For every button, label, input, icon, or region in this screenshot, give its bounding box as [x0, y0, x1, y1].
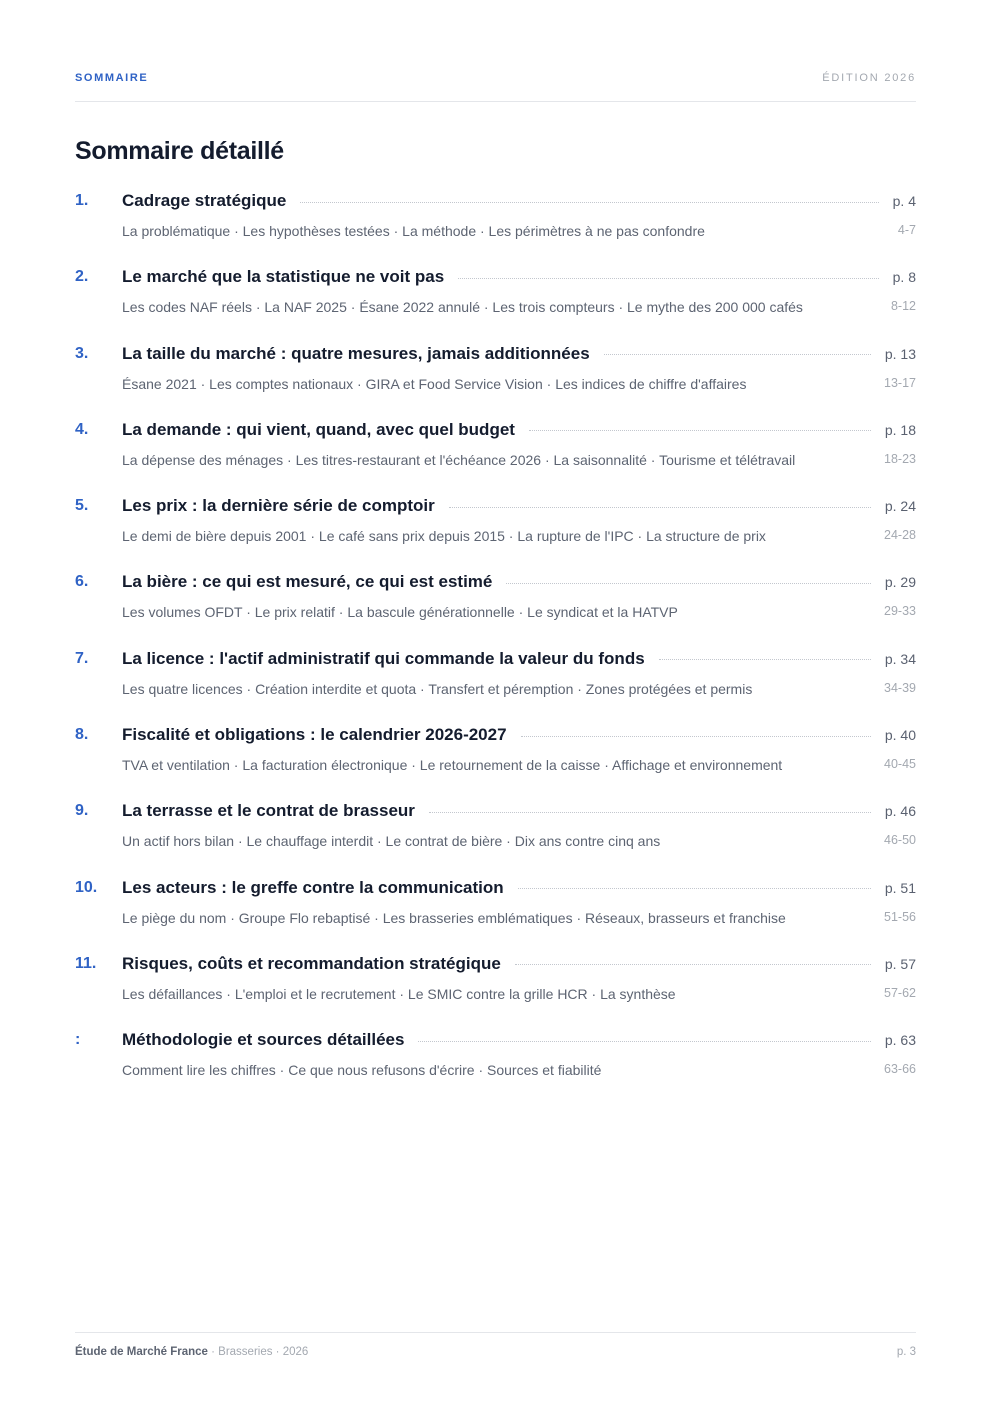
- chapter-title[interactable]: La terrasse et le contrat de brasseur: [122, 801, 415, 821]
- dot-leader: [529, 430, 871, 431]
- toc-entry-6[interactable]: [75, 569, 916, 645]
- chapter-subtopics: Le demi de bière depuis 2001 · Le café sans prix depuis 2015 · La rupture de l'IPC · La structure de prix: [122, 528, 766, 545]
- chapter-page: p. 8: [892, 269, 916, 286]
- toc-entry-1[interactable]: [75, 188, 916, 264]
- toc-entry-7[interactable]: [75, 646, 916, 722]
- chapter-title-row: [122, 267, 916, 287]
- footer-divider: [75, 1332, 916, 1333]
- chapter-page-range: 24-28: [884, 528, 916, 543]
- chapter-subtitle-row: [122, 681, 916, 697]
- page-header: [75, 72, 916, 86]
- page: [75, 0, 916, 1404]
- chapter-subtitle-row: [122, 1062, 916, 1078]
- chapter-number: 10.: [75, 878, 98, 896]
- chapter-subtitle-row: [122, 223, 916, 239]
- chapter-title[interactable]: La taille du marché : quatre mesures, jamais additionnées: [122, 343, 590, 363]
- chapter-subtitle-row: [122, 757, 916, 773]
- chapter-page-range: 18-23: [884, 451, 916, 466]
- chapter-page-range: 29-33: [884, 604, 916, 619]
- chapter-number: 6.: [75, 573, 89, 591]
- toc-entry-8[interactable]: [75, 722, 916, 798]
- chapter-page: p. 46: [884, 803, 916, 820]
- chapter-page: p. 29: [884, 574, 916, 591]
- chapter-subtitle-row: [122, 376, 916, 392]
- page-title: Sommaire détaillé: [75, 137, 284, 165]
- chapter-title-row: [122, 496, 916, 516]
- chapter-number: 8.: [75, 726, 89, 744]
- chapter-page: p. 40: [884, 727, 916, 744]
- chapter-subtitle-row: [122, 986, 916, 1002]
- chapter-subtopics: Les volumes OFDT · Le prix relatif · La bascule générationnelle · Le syndicat et la HATVP: [122, 604, 678, 621]
- chapter-title-row: [122, 801, 916, 821]
- table-of-contents: [75, 188, 916, 1104]
- chapter-title-row: [122, 191, 916, 211]
- chapter-number: :: [75, 1031, 81, 1049]
- toc-entry-9[interactable]: [75, 798, 916, 874]
- chapter-page: p. 57: [884, 955, 916, 972]
- chapter-page: p. 18: [884, 421, 916, 438]
- chapter-subtopics: Les quatre licences · Création interdite et quota · Transfert et péremption · Zones protégées et permis: [122, 680, 753, 697]
- chapter-subtopics: Les défaillances · L'emploi et le recrutement · Le SMIC contre la grille HCR · La synthèse: [122, 985, 676, 1002]
- chapter-title[interactable]: Le marché que la statistique ne voit pas: [122, 267, 445, 287]
- chapter-page: p. 51: [884, 879, 916, 896]
- toc-entry-11[interactable]: [75, 951, 916, 1027]
- chapter-title[interactable]: Fiscalité et obligations : le calendrier 2026-2027: [122, 725, 507, 745]
- dot-leader: [458, 278, 878, 279]
- section-label: SOMMAIRE: [75, 72, 149, 84]
- chapter-title[interactable]: La licence : l'actif administratif qui commande la valeur du fonds: [122, 648, 645, 668]
- chapter-page-range: 4-7: [897, 223, 916, 237]
- chapter-subtopics: Un actif hors bilan · Le chauffage interdit · Le contrat de bière · Dix ans contre cinq ans: [122, 833, 661, 850]
- footer-meta: · Brasseries · 2026: [207, 1346, 309, 1358]
- chapter-title[interactable]: Cadrage stratégique: [122, 191, 287, 210]
- chapter-title-row: [122, 1030, 916, 1050]
- chapter-title[interactable]: Risques, coûts et recommandation stratégique: [122, 953, 501, 973]
- chapter-subtopics: Ésane 2021 · Les comptes nationaux · GIRA et Food Service Vision · Les indices de chiffre d'affaires: [122, 375, 747, 392]
- footer-page-number: p. 3: [896, 1346, 916, 1358]
- chapter-page: p. 63: [884, 1032, 916, 1049]
- dot-leader: [506, 583, 870, 584]
- chapter-title[interactable]: Méthodologie et sources détaillées: [122, 1030, 405, 1050]
- toc-entry-10[interactable]: [75, 875, 916, 951]
- chapter-number: 4.: [75, 420, 89, 438]
- chapter-title-row: [122, 649, 916, 669]
- chapter-page-range: 8-12: [890, 299, 916, 314]
- chapter-subtopics: La dépense des ménages · Les titres-restaurant et l'échéance 2026 · La saisonnalité · Tourisme et télétravail: [122, 451, 796, 468]
- edition-label: ÉDITION 2026: [822, 72, 916, 84]
- chapter-number: 5.: [75, 497, 89, 515]
- chapter-title[interactable]: Les acteurs : le greffe contre la communication: [122, 877, 504, 897]
- toc-entry-3[interactable]: [75, 341, 916, 417]
- chapter-title-row: [122, 878, 916, 898]
- chapter-number: 11.: [75, 954, 97, 972]
- chapter-number: 3.: [75, 344, 89, 362]
- chapter-title-row: [122, 420, 916, 440]
- chapter-page-range: 57-62: [884, 985, 916, 1000]
- chapter-page-range: 51-56: [884, 909, 916, 924]
- chapter-title[interactable]: La bière : ce qui est mesuré, ce qui est estimé: [122, 572, 493, 592]
- header-divider: [75, 101, 916, 102]
- chapter-title-row: [122, 954, 916, 974]
- chapter-title[interactable]: Les prix : la dernière série de comptoir: [122, 496, 435, 516]
- toc-entry-5[interactable]: [75, 493, 916, 569]
- chapter-title-row: [122, 344, 916, 364]
- chapter-page: p. 24: [884, 498, 916, 515]
- chapter-number: 1.: [75, 192, 89, 209]
- chapter-subtopics: Le piège du nom · Groupe Flo rebaptisé · Les brasseries emblématiques · Réseaux, brasseurs et franchise: [122, 909, 786, 926]
- chapter-subtitle-row: [122, 528, 916, 544]
- dot-leader: [518, 888, 871, 889]
- chapter-title[interactable]: La demande : qui vient, quand, avec quel budget: [122, 419, 515, 439]
- chapter-subtopics: Comment lire les chiffres · Ce que nous refusons d'écrire · Sources et fiabilité: [122, 1062, 602, 1079]
- chapter-page: p. 34: [884, 650, 916, 667]
- chapter-page-range: 13-17: [884, 375, 916, 390]
- chapter-page-range: 63-66: [884, 1062, 916, 1077]
- dot-leader: [429, 812, 871, 813]
- chapter-subtitle-row: [122, 833, 916, 849]
- dot-leader: [418, 1041, 870, 1042]
- chapter-subtopics: La problématique · Les hypothèses testées · La méthode · Les périmètres à ne pas confondre: [122, 223, 705, 239]
- dot-leader: [659, 659, 871, 660]
- dot-leader: [300, 202, 878, 203]
- footer-brand: Étude de Marché France: [75, 1346, 208, 1358]
- toc-entry-4[interactable]: [75, 417, 916, 493]
- chapter-page: p. 13: [884, 345, 916, 362]
- chapter-subtopics: Les codes NAF réels · La NAF 2025 · Ésane 2022 annulé · Les trois compteurs · Le mythe des 200 000 cafés: [122, 299, 803, 316]
- chapter-page-range: 34-39: [884, 680, 916, 695]
- chapter-subtitle-row: [122, 910, 916, 926]
- chapter-subtitle-row: [122, 299, 916, 315]
- chapter-number: 9.: [75, 802, 89, 820]
- toc-entry-2[interactable]: [75, 264, 916, 340]
- chapter-page-range: 46-50: [884, 833, 916, 848]
- chapter-page-range: 40-45: [884, 757, 916, 772]
- chapter-title-row: [122, 725, 916, 745]
- toc-entry-12[interactable]: [75, 1027, 916, 1103]
- chapter-subtitle-row: [122, 604, 916, 620]
- chapter-page: p. 4: [892, 193, 916, 209]
- chapter-number: 7.: [75, 649, 89, 667]
- chapter-subtitle-row: [122, 452, 916, 468]
- chapter-subtopics: TVA et ventilation · La facturation électronique · Le retournement de la caisse · Affichage et environnement: [122, 757, 783, 774]
- dot-leader: [515, 964, 871, 965]
- chapter-title-row: [122, 572, 916, 592]
- dot-leader: [604, 354, 871, 355]
- dot-leader: [449, 507, 871, 508]
- dot-leader: [521, 736, 871, 737]
- page-footer: [75, 1346, 916, 1358]
- chapter-number: 2.: [75, 268, 89, 286]
